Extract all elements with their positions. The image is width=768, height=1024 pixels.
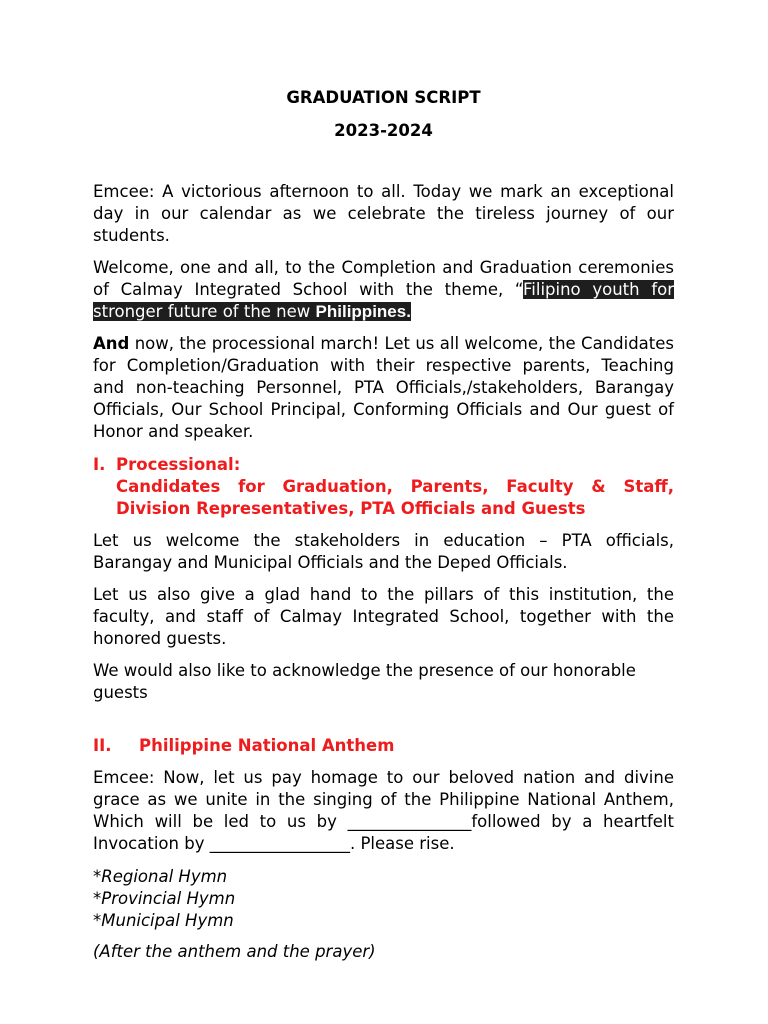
processional-lead-word: And: [93, 334, 130, 353]
stakeholders-paragraph: Let us welcome the stakeholders in education – PTA officials, Barangay and Municipal Officials and the Deped Officials.: [93, 531, 674, 572]
section-title: Processional:: [116, 455, 241, 474]
document-body: [93, 87, 674, 963]
processional-intro-text: now, the processional march! Let us all welcome, the Candidates for Completion/Graduation with their respective parents, Teaching and non-teaching Personnel, PTA Officials,/stakeholders, Barangay Officials, Our School Principal, Conforming Officials and Our guest of Honor and speaker.: [93, 334, 674, 441]
theme-bold-word: Philippines.: [315, 302, 411, 321]
processional-participants: Candidates for Graduation, Parents, Faculty & Staff, Division Representatives, PTA Officials and Guests: [116, 477, 674, 518]
document-title: GRADUATION SCRIPT: [286, 88, 481, 107]
hymn-provincial: *Provincial Hymn: [93, 889, 236, 908]
guests-paragraph: We would also like to acknowledge the presence of our honorable guests: [93, 661, 636, 702]
welcome-paragraph: [93, 257, 674, 323]
hymn-municipal: *Municipal Hymn: [93, 911, 234, 930]
school-year: 2023-2024: [334, 121, 433, 140]
section-processional: [93, 454, 674, 520]
anthem-paragraph: Emcee: Now, let us pay homage to our beloved nation and divine grace as we unite in the singing of the Philippine National Anthem, Which will be led to us by _______________followed by a heartfelt Invocation by _________________. Please rise.: [93, 768, 674, 853]
hymn-list: [93, 866, 674, 932]
stage-direction: (After the anthem and the prayer): [93, 942, 376, 961]
theme-text: Filipino youth for stronger future of the new: [93, 280, 675, 321]
welcome-text: Welcome, one and all, to the Completion and Graduation ceremonies of Calmay Integrated School with the theme, “: [93, 258, 674, 299]
section-title: Philippine National Anthem: [139, 736, 395, 755]
section-number: I.: [93, 455, 106, 474]
emcee-opening-paragraph: Emcee: A victorious afternoon to all. Today we mark an exceptional day in our calendar as we celebrate the tireless journey of our students.: [93, 182, 674, 245]
section-number: II.: [93, 736, 112, 755]
processional-intro-paragraph: [93, 333, 674, 443]
faculty-paragraph: Let us also give a glad hand to the pillars of this institution, the faculty, and staff of Calmay Integrated School, together with the honored guests.: [93, 585, 674, 648]
section-heading-processional: [93, 454, 674, 476]
section-heading-anthem: [93, 735, 674, 757]
hymn-regional: *Regional Hymn: [93, 867, 228, 886]
